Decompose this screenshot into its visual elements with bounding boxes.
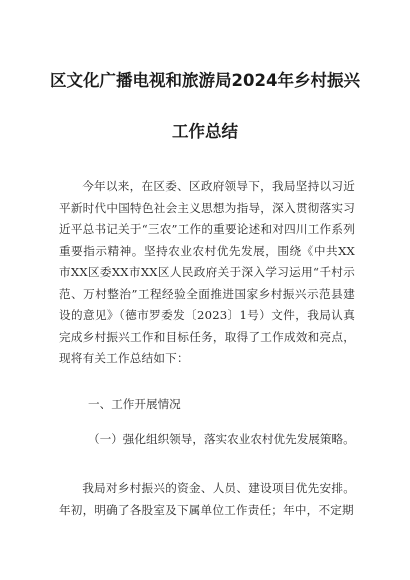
intro-paragraph: 今年以来，在区委、区政府领导下，我局坚持以习近平新时代中国特色社会主义思想为指导，深入贯彻落实习近平总书记关于“三农”工作的重要论述和对四川工作系列重要指示精神。坚持农业农村优先发展，围绕《中共XX市XX区委XX市XX区人民政府关于深入学习运用“千村示范、万村整治”工程经验全面推进国家乡村振兴示范县建设的意见》（德市罗委发〔2023〕1号）文件，我局认真完成乡村振兴工作和目标任务，取得了工作成效和亮点，现将有关工作总结如下：	[59, 179, 355, 365]
document-title-line-1: 区文化广播电视和旅游局2024年乡村振兴	[50, 71, 360, 90]
subsection-heading: （一）强化组织领导，落实农业农村优先发展策略。	[88, 432, 355, 446]
document-title-line-2: 工作总结	[172, 122, 238, 141]
body-paragraph: 我局对乡村振兴的资金、人员、建设项目优先安排。年初，明确了各股室及下属单位工作责任；年中，不定期	[59, 481, 355, 517]
section-heading: 一、工作开展情况	[88, 397, 181, 411]
